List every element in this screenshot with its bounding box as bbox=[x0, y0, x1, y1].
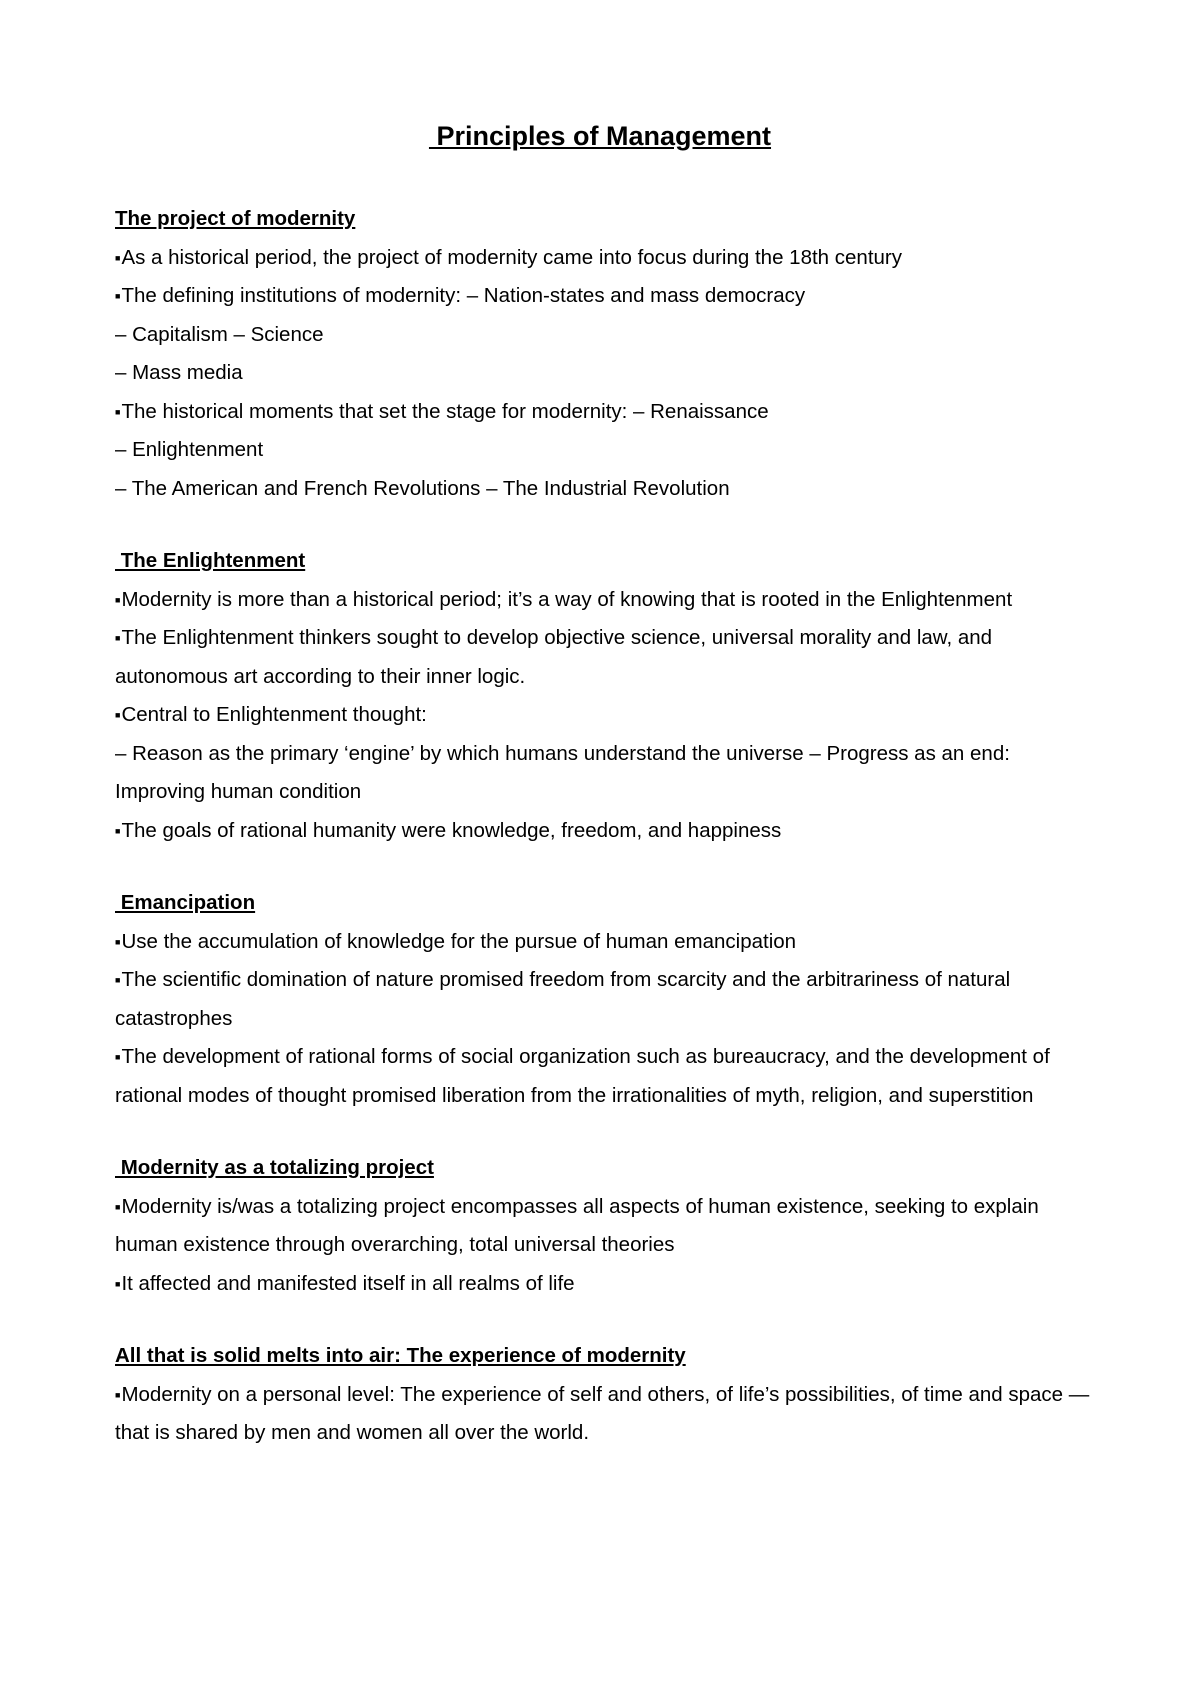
section-heading: Modernity as a totalizing project bbox=[115, 1156, 434, 1179]
bullet-square-icon: ■ bbox=[115, 594, 121, 605]
section-emancipation bbox=[115, 884, 1100, 1115]
bullet-square-icon: ■ bbox=[115, 936, 121, 947]
bullet-square-icon: ■ bbox=[115, 825, 121, 836]
sub-item: – Enlightenment bbox=[115, 438, 264, 461]
bullet-item: ■Central to Enlightenment thought: bbox=[115, 703, 427, 726]
sub-item: – The American and French Revolutions – The Industrial Revolution bbox=[115, 476, 730, 500]
bullet-square-icon: ■ bbox=[115, 291, 121, 301]
section-experience-of-modernity bbox=[115, 1337, 1100, 1453]
bullet-item: ■Modernity on a personal level: The experience of self and others, of life’s possibilities, of time and space — that is shared by men and women all over the world. bbox=[115, 1382, 1090, 1444]
bullet-square-icon: ■ bbox=[115, 710, 121, 720]
bullet-item: ■The goals of rational humanity were knowledge, freedom, and happiness bbox=[115, 818, 782, 842]
bullet-item: ■Modernity is more than a historical period; it’s a way of knowing that is rooted in the Enlightenment bbox=[115, 587, 1013, 611]
section-totalizing-project bbox=[115, 1149, 1100, 1303]
section-heading: The project of modernity bbox=[115, 207, 356, 230]
bullet-item: ■The historical moments that set the stage for modernity: – Renaissance bbox=[115, 399, 769, 423]
bullet-square-icon: ■ bbox=[115, 633, 121, 643]
bullet-item: ■The development of rational forms of social organization such as bureaucracy, and the development of rational modes of thought promised liberation from the irrationalities of myth, religion, and superstition bbox=[115, 1045, 1050, 1107]
bullet-item: ■The defining institutions of modernity: – Nation-states and mass democracy bbox=[115, 284, 806, 307]
sub-item: – Capitalism – Science bbox=[115, 322, 324, 346]
bullet-item: ■Use the accumulation of knowledge for the pursue of human emancipation bbox=[115, 929, 797, 953]
bullet-square-icon: ■ bbox=[115, 1389, 121, 1400]
bullet-square-icon: ■ bbox=[115, 1052, 121, 1062]
bullet-square-icon: ■ bbox=[115, 1278, 121, 1289]
bullet-square-icon: ■ bbox=[115, 1201, 121, 1212]
bullet-item: ■The Enlightenment thinkers sought to develop objective science, universal morality and law, and autonomous art according to their inner logic. bbox=[115, 626, 993, 688]
section-project-of-modernity bbox=[115, 200, 1100, 508]
section-heading: Emancipation bbox=[115, 891, 256, 914]
bullet-item: ■Modernity is/was a totalizing project encompasses all aspects of human existence, seeking to explain human existence through overarching, total universal theories bbox=[115, 1194, 1039, 1256]
bullet-item: ■As a historical period, the project of modernity came into focus during the 18th century bbox=[115, 245, 902, 269]
bullet-item: ■The scientific domination of nature promised freedom from scarcity and the arbitrariness of natural catastrophes bbox=[115, 968, 1011, 1030]
document-title: Principles of Management bbox=[428, 121, 772, 151]
section-heading: All that is solid melts into air: The experience of modernity bbox=[115, 1344, 686, 1367]
document-body bbox=[115, 200, 1100, 1487]
sub-item: – Mass media bbox=[115, 361, 243, 384]
sub-item: – Reason as the primary ‘engine’ by which humans understand the universe – Progress as an end: Improving human condition bbox=[115, 741, 1010, 803]
bullet-square-icon: ■ bbox=[115, 975, 121, 985]
bullet-square-icon: ■ bbox=[115, 406, 121, 417]
bullet-item: ■It affected and manifested itself in all realms of life bbox=[115, 1271, 575, 1295]
bullet-square-icon: ■ bbox=[115, 252, 121, 263]
section-enlightenment bbox=[115, 542, 1100, 850]
section-heading: The Enlightenment bbox=[115, 549, 306, 572]
